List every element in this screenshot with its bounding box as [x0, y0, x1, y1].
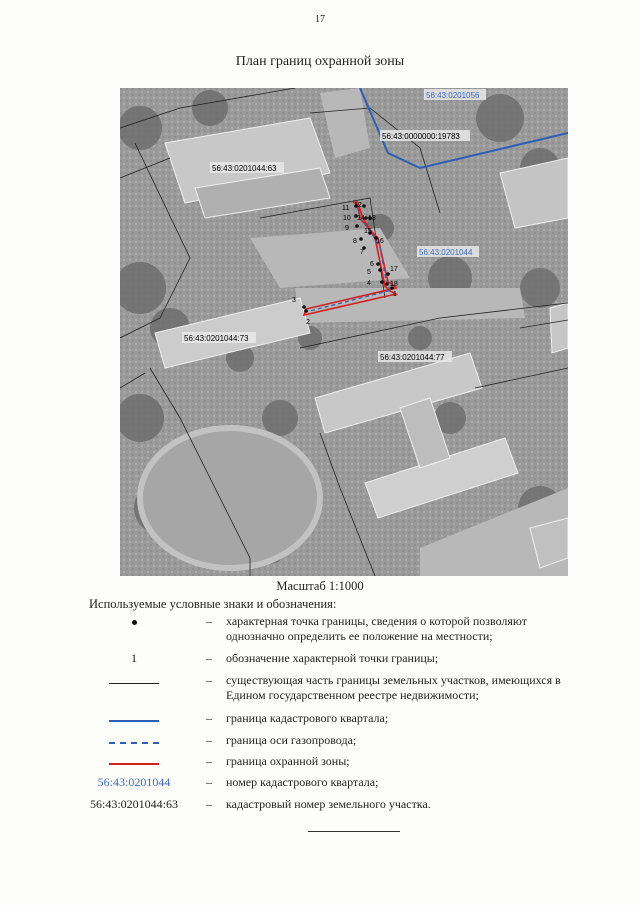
- quarter-number: 56:43:0201044: [419, 248, 473, 257]
- point-number: 14: [357, 215, 365, 222]
- page-number: 17: [315, 14, 325, 25]
- point-number: 16: [376, 238, 384, 245]
- boundary-point: [304, 309, 308, 313]
- legend-dash: –: [206, 614, 212, 628]
- point-number-symbol: 1: [131, 651, 137, 665]
- point-number: 7: [360, 249, 364, 256]
- cadastral-map[interactable]: [120, 88, 568, 576]
- point-number: 18: [390, 281, 398, 288]
- map-scale: Масштаб 1:1000: [276, 579, 364, 593]
- boundary-point: [385, 282, 389, 286]
- page-title: План границ охранной зоны: [235, 54, 405, 69]
- quarter-number: 56:43:0201056: [426, 91, 480, 100]
- legend-text: граница оси газопровода;: [226, 733, 357, 747]
- quarter-number-symbol: 56:43:0201044: [97, 775, 171, 789]
- parcel-number: 56:43:0201044:77: [380, 353, 445, 362]
- legend-dash: –: [206, 754, 212, 768]
- boundary-point: [380, 280, 384, 284]
- legend-dash: –: [206, 711, 212, 725]
- legend-dash: –: [206, 775, 212, 789]
- legend-text: характерная точка границы, сведения о которой позволяют однозначно определить ее положение на местности;: [226, 614, 527, 643]
- closing-rule: [308, 831, 400, 832]
- legend-text: номер кадастрового квартала;: [226, 775, 379, 789]
- point-number: 11: [342, 205, 350, 212]
- legend-text: кадастровый номер земельного участка.: [226, 797, 431, 811]
- boundary-point: [359, 237, 363, 241]
- legend-dash: –: [206, 673, 212, 687]
- black-line-symbol: [88, 673, 180, 688]
- point-number: 2: [306, 319, 310, 326]
- point-number: 9: [345, 225, 349, 232]
- map-canvas: [120, 88, 568, 576]
- legend-text: обозначение характерной точки границы;: [226, 651, 439, 665]
- boundary-point: [376, 262, 380, 266]
- point-number: 1: [393, 291, 397, 298]
- legend-dash: –: [206, 651, 212, 665]
- point-number: 8: [353, 238, 357, 245]
- boundary-point: [302, 305, 306, 309]
- point-number: 15: [364, 228, 372, 235]
- parcel-number: 56:43:0000000:19783: [382, 132, 460, 141]
- legend-dash: –: [206, 733, 212, 747]
- legend-dash: –: [206, 797, 212, 811]
- boundary-point: [362, 204, 366, 208]
- point-number: 10: [343, 215, 351, 222]
- blue-dashed-symbol: [88, 733, 180, 748]
- legend-text: существующая часть границы земельных участков, имеющихся в Едином государственном реестре недвижимости;: [226, 673, 561, 702]
- blue-line-symbol: [88, 711, 180, 726]
- point-number: 13: [368, 215, 376, 222]
- point-number: 12: [354, 202, 362, 209]
- point-symbol: [88, 614, 180, 629]
- point-number: 17: [390, 266, 398, 273]
- point-number: 3: [292, 297, 296, 304]
- legend-text: граница охранной зоны;: [226, 754, 350, 768]
- building: [550, 303, 568, 353]
- parcel-number: 56:43:0201044:73: [184, 334, 249, 343]
- boundary-point: [378, 268, 382, 272]
- stadium: [140, 428, 320, 568]
- legend-text: граница кадастрового квартала;: [226, 711, 389, 725]
- point-number: 5: [367, 269, 371, 276]
- red-line-symbol: [88, 754, 180, 769]
- point-number: 6: [370, 261, 374, 268]
- parcel-number-symbol: 56:43:0201044:63: [89, 797, 178, 811]
- point-number: 4: [367, 280, 371, 287]
- boundary-point: [355, 224, 359, 228]
- legend-heading: Используемые условные знаки и обозначения:: [89, 597, 337, 611]
- parcel-number: 56:43:0201044:63: [212, 164, 277, 173]
